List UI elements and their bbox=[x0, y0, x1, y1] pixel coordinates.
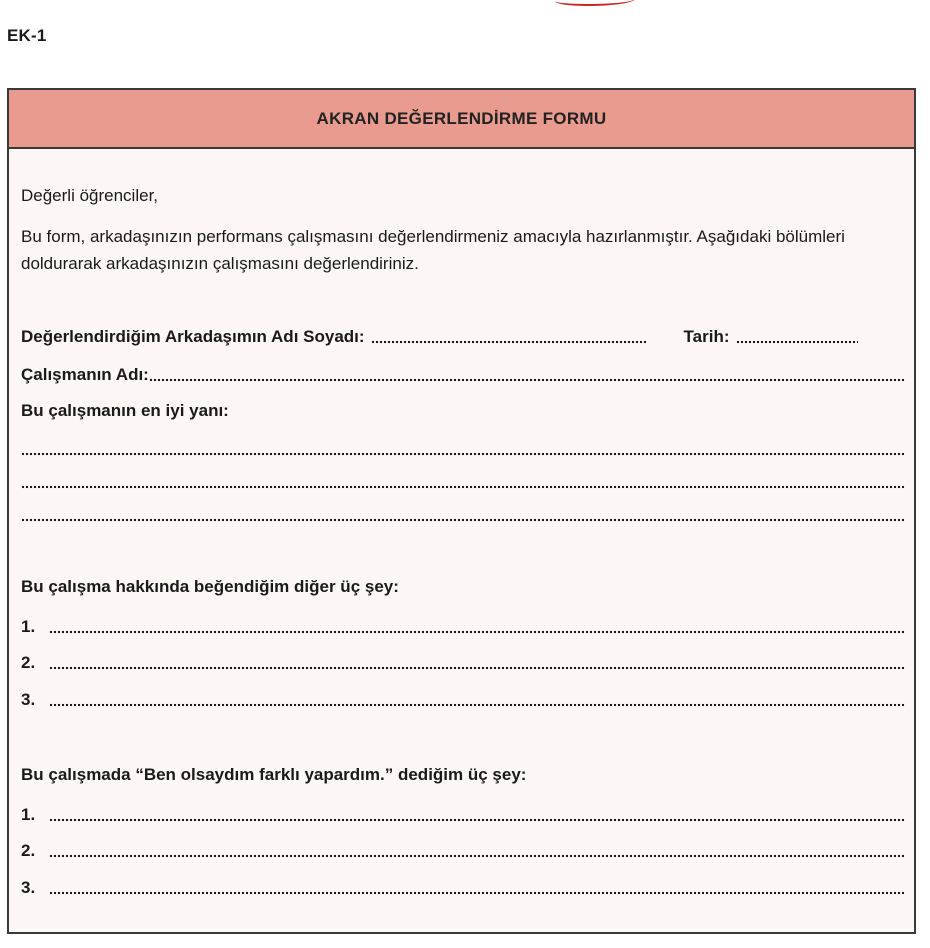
decorative-swoosh bbox=[555, 0, 635, 6]
item-number: 1. bbox=[21, 805, 36, 824]
different-item bbox=[21, 876, 905, 898]
different-item-field[interactable] bbox=[49, 839, 905, 861]
item-number: 2. bbox=[21, 653, 36, 672]
different-heading: Bu çalışmada “Ben olsaydım farklı yapardım.” dediğim üç şey: bbox=[21, 765, 527, 784]
different-item bbox=[21, 839, 905, 861]
liked-item-field[interactable] bbox=[49, 615, 905, 637]
appendix-label: EK-1 bbox=[7, 26, 47, 45]
different-item bbox=[21, 803, 905, 825]
liked-item bbox=[21, 615, 905, 637]
best-part-line bbox=[21, 437, 905, 459]
best-part-field[interactable] bbox=[21, 470, 905, 492]
liked-item bbox=[21, 651, 905, 673]
best-part-field[interactable] bbox=[21, 503, 905, 525]
greeting-text: Değerli öğrenciler, bbox=[21, 186, 159, 205]
date-field[interactable] bbox=[736, 325, 858, 347]
liked-heading: Bu çalışma hakkında beğendiğim diğer üç şey: bbox=[21, 577, 399, 596]
item-number: 1. bbox=[21, 617, 36, 636]
form-content bbox=[21, 149, 905, 932]
form-title: AKRAN DEĞERLENDİRME FORMU bbox=[9, 90, 914, 149]
different-item-field[interactable] bbox=[49, 803, 905, 825]
peer-name-label: Değerlendirdiğim Arkadaşımın Adı Soyadı: bbox=[21, 327, 365, 346]
work-name-field[interactable] bbox=[149, 363, 905, 385]
work-name-label: Çalışmanın Adı: bbox=[21, 365, 149, 384]
best-part-label: Bu çalışmanın en iyi yanı: bbox=[21, 401, 229, 420]
intro-text: Bu form, arkadaşınızın performans çalışmasını değerlendirmeniz amacıyla hazırlanmıştır. Aşağıdaki bölümleri doldurarak arkadaşınızın çalışmasını değerlendiriniz. bbox=[21, 227, 845, 273]
best-part-line bbox=[21, 470, 905, 492]
peer-name-row bbox=[21, 325, 905, 347]
different-item-field[interactable] bbox=[49, 876, 905, 898]
item-number: 2. bbox=[21, 841, 36, 860]
liked-item bbox=[21, 688, 905, 710]
item-number: 3. bbox=[21, 690, 36, 709]
best-part-field[interactable] bbox=[21, 437, 905, 459]
peer-name-field[interactable] bbox=[371, 325, 646, 347]
best-part-line bbox=[21, 503, 905, 525]
date-label: Tarih: bbox=[683, 327, 730, 346]
peer-evaluation-form bbox=[7, 88, 916, 934]
liked-item-field[interactable] bbox=[49, 651, 905, 673]
work-name-row bbox=[21, 363, 905, 385]
item-number: 3. bbox=[21, 878, 36, 897]
liked-item-field[interactable] bbox=[49, 688, 905, 710]
